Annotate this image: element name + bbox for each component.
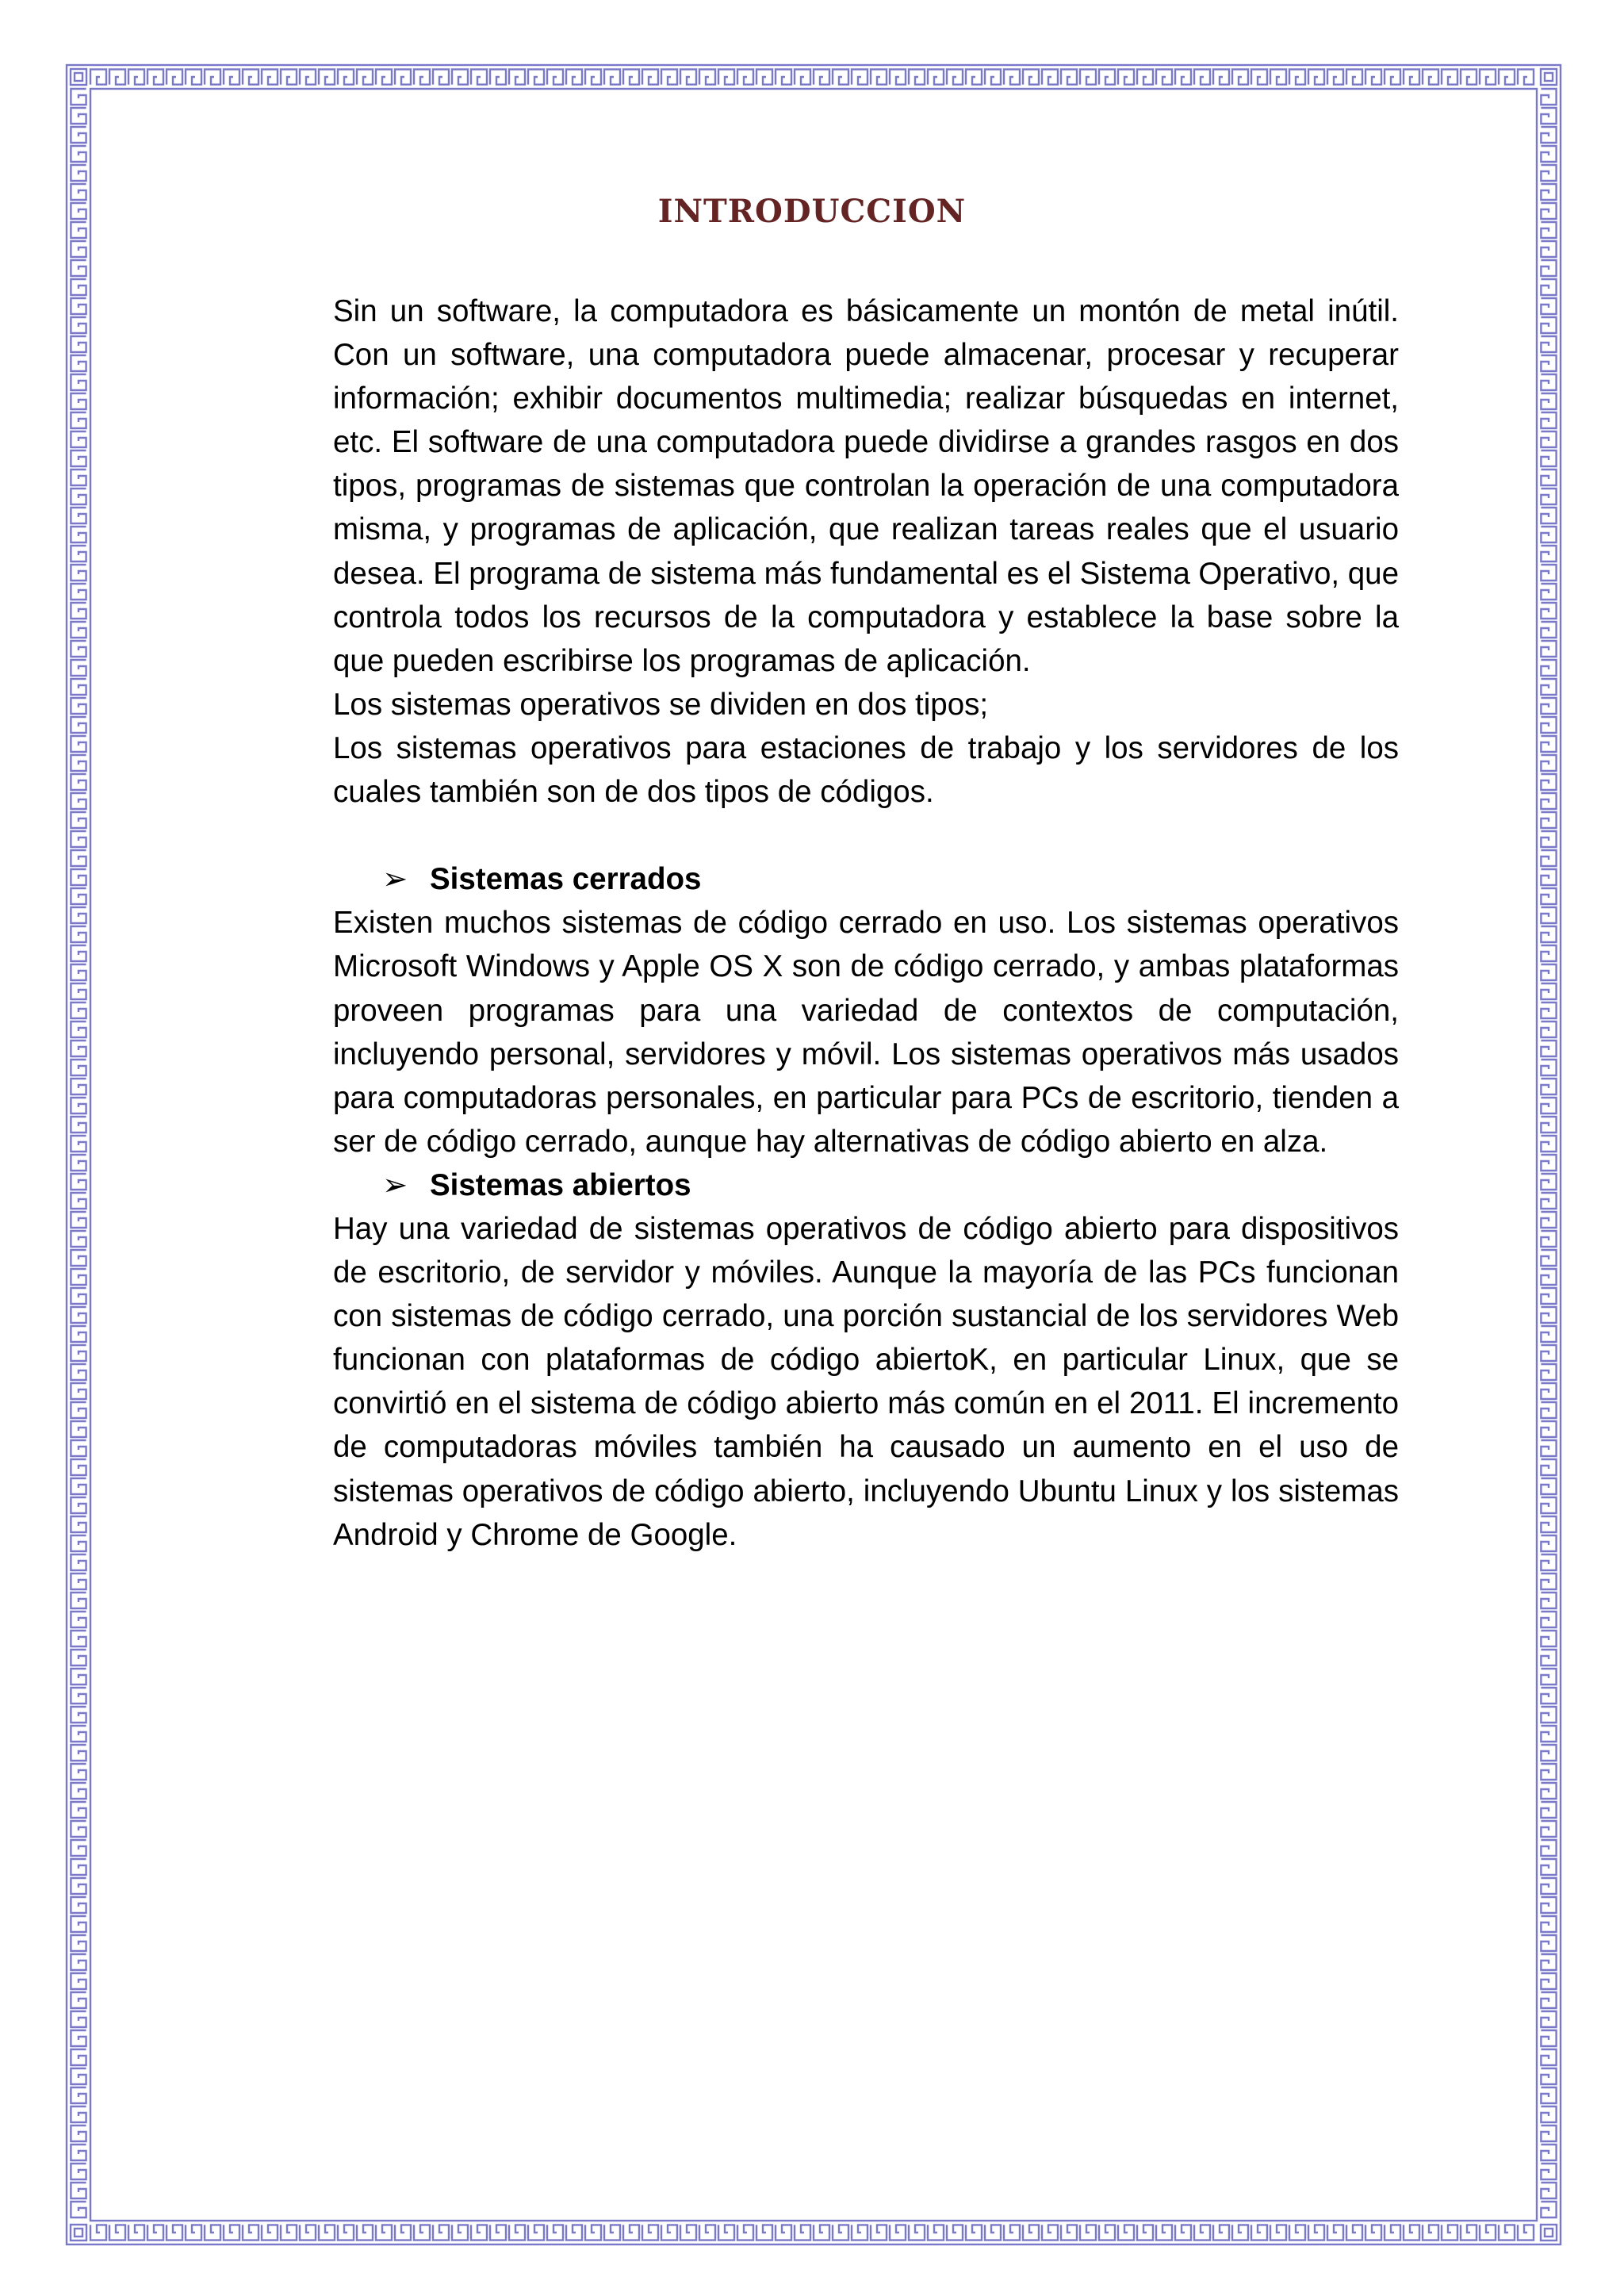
arrow-bullet-icon: ➢: [382, 862, 408, 897]
section-heading-label: Sistemas cerrados: [430, 862, 702, 897]
section-heading-closed: [333, 857, 1399, 901]
section-heading-open: [333, 1163, 1399, 1207]
arrow-bullet-icon: ➢: [382, 1167, 408, 1202]
open-systems-paragraph: Hay una variedad de sistemas operativos de código abierto para dispositivos de escritorio, de servidor y móviles. Aunque la mayoría de las PCs funcionan con sistemas de código cerrado, una porción sustancial de los servidores Web funcionan con plataformas de código abiertoK, en particular Linux, que se convirtió en el sistema de código abierto más común en el 2011. El incremento de computadoras móviles también ha causado un aumento en el uso de sistemas operativos de código abierto, incluyendo Ubuntu Linux y los sistemas Android y Chrome de Google.: [333, 1211, 1399, 1552]
intro-paragraph: Sin un software, la computadora es básicamente un montón de metal inútil. Con un software, una computadora puede almacenar, procesar y recuperar información; exhibir documentos multimedia; realizar búsquedas en internet, etc. El software de una computadora puede dividirse a grandes rasgos en dos tipos, programas de sistemas que controlan la operación de una computadora misma, y programas de aplicación, que realizan tareas reales que el usuario desea. El programa de sistema más fundamental es el Sistema Operativo, que controla todos los recursos de la computadora y establece la base sobre la que pueden escribirse los programas de aplicación.: [333, 294, 1399, 678]
closed-systems-paragraph: Existen muchos sistemas de código cerrado en uso. Los sistemas operativos Microsoft Windows y Apple OS X son de código cerrado, y ambas plataformas proveen programas para una variedad de contextos de computación, incluyendo personal, servidores y móvil. Los sistemas operativos más usados para computadoras personales, en particular para PCs de escritorio, tienden a ser de código cerrado, aunque hay alternativas de código abierto en alza.: [333, 906, 1399, 1159]
spacer: [333, 814, 1399, 857]
page-title: INTRODUCCION: [657, 193, 967, 230]
document-body: [333, 289, 1399, 1557]
workstations-paragraph: Los sistemas operativos para estaciones de trabajo y los servidores de los cuales también son de dos tipos de códigos.: [333, 730, 1399, 810]
section-heading-label: Sistemas abiertos: [430, 1167, 691, 1202]
two-types-line: Los sistemas operativos se dividen en dos tipos;: [333, 687, 989, 722]
